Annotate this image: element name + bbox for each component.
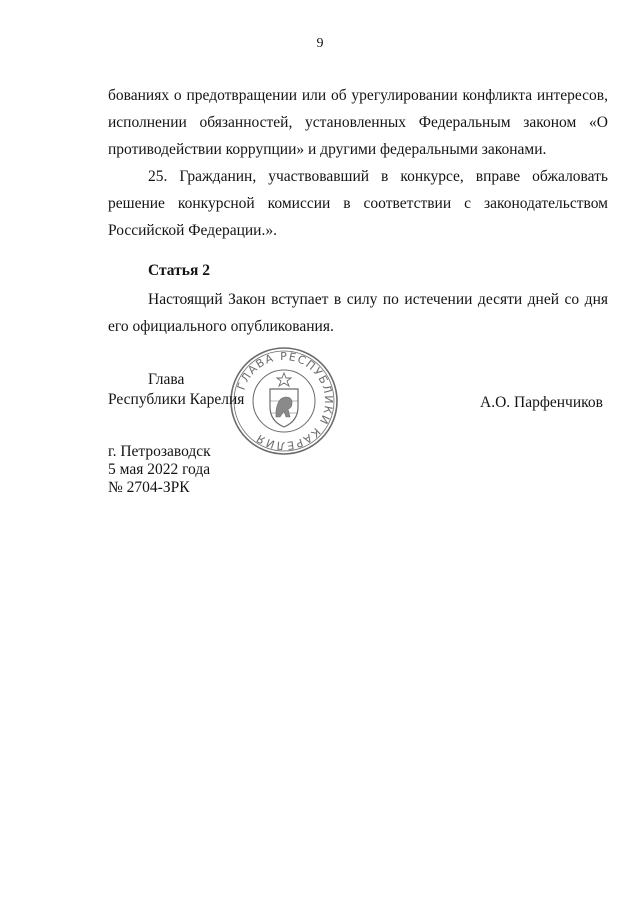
page-number: 9 [316,36,324,51]
paragraph-entry-into-force: Настоящий Закон вступает в силу по истечении десяти дней со дня его официального опубликования. [108,291,608,335]
paragraph-item-25: 25. Гражданин, участвовавший в конкурсе, вправе обжаловать решение конкурсной комиссии в соответствии с законодательством Российской Федерации.». [108,168,608,239]
official-seal-stamp [228,345,340,457]
footer-city: г. Петрозаводск [108,443,211,460]
paragraph-conflict-of-interest: бованиях о предотвращении или об урегулировании конфликта интересов, исполнении обязанностей, установленных Федеральным законом «О противодействии коррупции» и другими федеральными законами. [108,87,608,158]
coat-of-arms-icon [270,373,298,427]
signature-title [108,370,244,410]
document-footer [108,443,211,497]
signer-name: А.О. Парфенчиков [480,394,603,411]
footer-date: 5 мая 2022 года [108,461,211,478]
footer-law-number: № 2704-ЗРК [108,479,190,496]
article-heading: Статья 2 [148,262,210,279]
svg-text:ГЛАВА РЕСПУБЛИКИ КАРЕЛИЯ: ГЛАВА РЕСПУБЛИКИ КАРЕЛИЯ [234,349,336,453]
signature-title-line1: Глава [148,371,185,388]
signature-title-line2: Республики Карелия [108,391,245,408]
